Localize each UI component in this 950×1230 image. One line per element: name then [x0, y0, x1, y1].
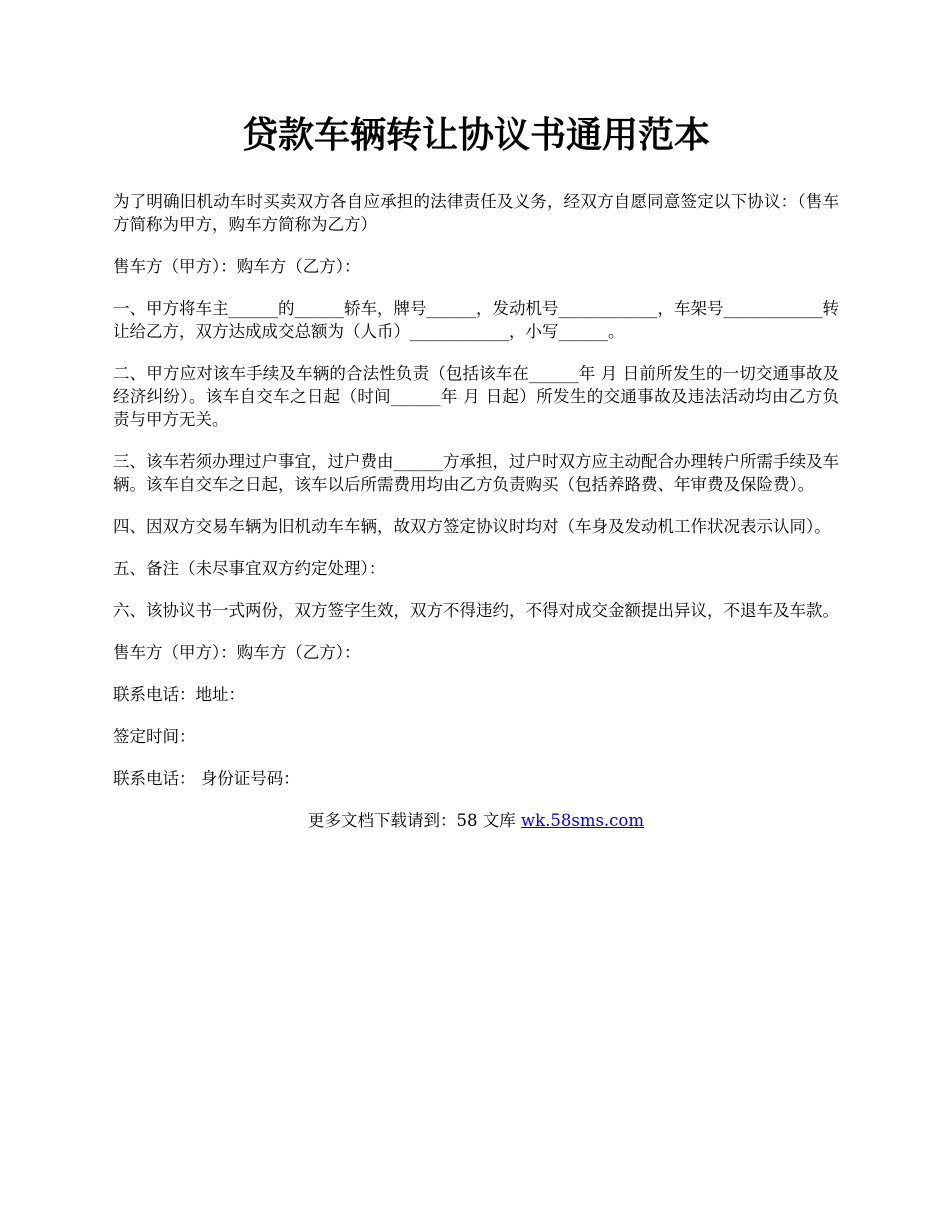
contact-id-line: 联系电话： 身份证号码：	[113, 769, 300, 788]
clause-4: 四、因双方交易车辆为旧机动车车辆，故双方签定协议时均对（车身及发动机工作状况表示认同）。	[113, 517, 831, 536]
intro-paragraph: 为了明确旧机动车时买卖双方各自应承担的法律责任及义务，经双方自愿同意签定以下协议：（售车方简称为甲方，购车方简称为乙方）	[113, 192, 839, 234]
contact-address-line: 联系电话：地址：	[113, 685, 245, 704]
clause-5: 五、备注（未尽事宜双方约定处理）：	[113, 559, 386, 578]
clause-1: 一、甲方将车主______的______轿车，牌号______，发动机号____________，车架号____________转让给乙方，双方达成成交总额为（人币）____________，小写______。	[113, 299, 839, 341]
signature-parties-line: 售车方（甲方）：购车方（乙方）：	[113, 643, 361, 662]
signing-date-line: 签定时间：	[113, 727, 196, 746]
clause-6: 六、该协议书一式两份，双方签字生效，双方不得违约，不得对成交金额提出异议，不退车及车款。	[113, 601, 839, 620]
parties-line: 售车方（甲方）：购车方（乙方）：	[113, 257, 361, 276]
footer	[113, 809, 839, 832]
document-title: 贷款车辆转让协议书通用范本	[241, 114, 710, 156]
clause-2: 二、甲方应对该车手续及车辆的合法性负责（包括该车在______年 月 日前所发生的一切交通事故及经济纠纷）。该车自交车之日起（时间______年 月 日起）所发生的交通事故及违法活动均由乙方负责与甲方无关。	[113, 364, 839, 429]
clause-3: 三、该车若须办理过户事宜，过户费由______方承担，过户时双方应主动配合办理转户所需手续及车辆。该车自交车之日起，该车以后所需费用均由乙方负责购买（包括养路费、年审费及保险费）。	[113, 452, 839, 494]
footer-text: 更多文档下载请到：58 文库	[307, 811, 521, 830]
footer-link[interactable]: wk.58sms.com	[520, 811, 644, 830]
